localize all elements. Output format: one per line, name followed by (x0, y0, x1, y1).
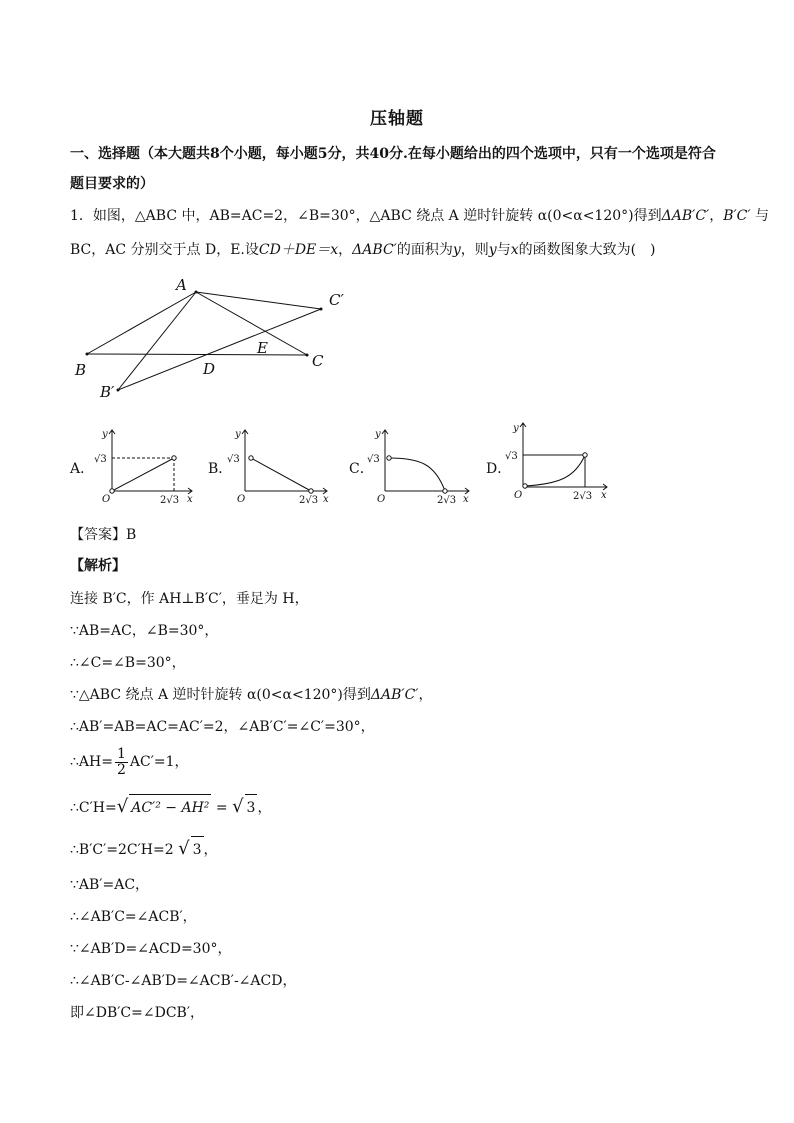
option-d-graph (503, 418, 615, 510)
svg-text:√3: √3 (227, 454, 240, 465)
segment-ab-prime (118, 292, 196, 390)
svg-text:2√3: 2√3 (299, 495, 319, 506)
solution-step-4: ∵△ABC 绕点 A 逆时针旋转 α(0<α<120°)得到ΔAB′C′， (70, 687, 433, 703)
label-e: E (257, 339, 268, 357)
solution-step-9: ∵AB′=AC， (70, 877, 150, 893)
question-1-line-1: 1．如图，△ABC 中，AB=AC=2，∠B=30°，△ABC 绕点 A 逆时针旋转 α(0<α<120°)得到ΔAB′C′，B′C′ 与 (70, 208, 770, 224)
svg-text:O: O (514, 490, 523, 501)
option-c-label: C． (349, 461, 374, 477)
solution-step-11: ∵∠AB′D=∠ACD=30°， (70, 941, 232, 957)
option-c-graph (365, 422, 477, 510)
solution-step-3: ∴∠C=∠B=30°， (70, 655, 186, 671)
segment-ab (87, 292, 196, 354)
svg-text:O: O (237, 494, 246, 505)
solution-step-12: ∴∠AB′C-∠AB′D=∠ACB′-∠ACD， (70, 973, 297, 989)
solution-step-1: 连接 B′C，作 AH⊥B′C′，垂足为 H， (70, 591, 309, 607)
label-b: B (75, 361, 87, 379)
svg-text:√3: √3 (367, 454, 380, 465)
segment-ac-prime (196, 292, 321, 309)
option-d-label: D． (486, 461, 512, 477)
segment-bc-prime (118, 309, 321, 390)
solution-step-8: ∴B′C′=2C′H=2 √ 3 ， (70, 836, 218, 863)
svg-text:y: y (375, 429, 381, 440)
answer-line: 【答案】B (70, 527, 137, 543)
option-b-label: B． (208, 461, 233, 477)
svg-text:O: O (102, 494, 111, 505)
section-header-cont: 题目要求的） (70, 176, 154, 192)
svg-text:x: x (323, 494, 329, 505)
triangle-figure (70, 275, 360, 405)
svg-text:2√3: 2√3 (160, 495, 180, 506)
svg-text:y: y (235, 429, 241, 440)
svg-text:x: x (187, 494, 193, 505)
option-a-graph (92, 422, 200, 510)
svg-text:2√3: 2√3 (573, 491, 593, 502)
label-c: C (312, 352, 324, 370)
svg-text:y: y (513, 423, 519, 434)
label-c-prime: C′ (329, 291, 344, 309)
segment-ac (196, 292, 307, 355)
sqrt-expression: AC′² − AH² (129, 794, 211, 821)
solution-step-2: ∵AB=AC，∠B=30°， (70, 623, 219, 639)
section-header: 一、选择题（本大题共8个小题，每小题5分，共40分.在每小题给出的四个选项中，只有一个选项是符合 (70, 146, 716, 162)
label-d: D (203, 360, 216, 378)
option-b-graph (225, 422, 335, 510)
option-a-label: A． (70, 461, 95, 477)
svg-text:y: y (102, 429, 108, 440)
label-a: A (176, 276, 187, 294)
segment-bc (87, 354, 307, 355)
label-b-prime: B′ (100, 383, 115, 401)
solution-step-6: ∴AH= $\frac{1}{2}$ AC′=1， (70, 745, 189, 778)
page-title: 压轴题 (370, 109, 424, 129)
svg-text:√3: √3 (505, 451, 518, 462)
svg-text:2√3: 2√3 (437, 495, 457, 506)
svg-text:√3: √3 (94, 454, 107, 465)
solution-step-13: 即∠DB′C=∠DCB′， (70, 1005, 204, 1021)
question-1-line-2: BC，AC 分别交于点 D，E.设CD＋DE＝x，ΔABC′的面积为y，则y与x的函数图象大致为( ) (70, 242, 656, 258)
fraction-one-half: $\frac{1}{2}$ (116, 745, 126, 778)
svg-text:x: x (463, 494, 469, 505)
svg-text:x: x (601, 490, 607, 501)
analysis-title: 【解析】 (70, 558, 126, 574)
solution-step-7: ∴C′H=√ AC′² − AH² = √ 3 ， (70, 794, 271, 821)
svg-text:O: O (377, 494, 386, 505)
solution-step-10: ∴∠AB′C=∠ACB′， (70, 909, 197, 925)
solution-step-5: ∴AB′=AB=AC=AC′=2，∠AB′C′=∠C′=30°， (70, 719, 375, 735)
